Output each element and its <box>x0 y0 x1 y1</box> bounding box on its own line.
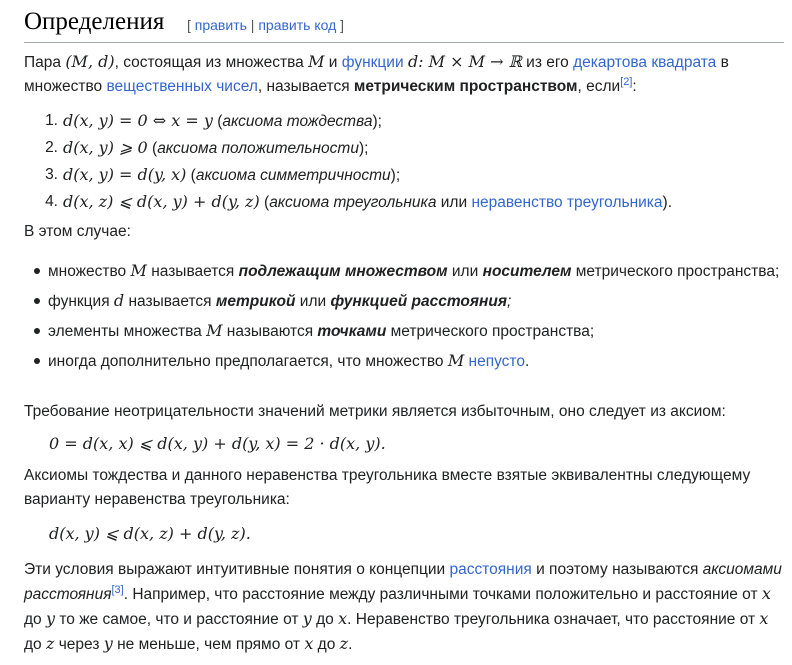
paren: ). <box>662 194 672 211</box>
list-item <box>24 162 784 189</box>
bullet-text: множество <box>48 263 131 280</box>
math-var: x <box>304 634 314 653</box>
bullet-text: называется <box>124 293 216 310</box>
axiom-name: аксиома симметричности <box>195 167 391 184</box>
edit-bracket-open: [ <box>187 17 191 33</box>
intro-text: , состоящая из множества <box>114 54 309 71</box>
final-text: Эти условия выражают интуитивные понятия о концепции <box>24 561 450 578</box>
definitions-bullets <box>24 258 784 378</box>
formula-triangle <box>24 519 792 550</box>
math-set: M <box>447 351 465 370</box>
paren: ( <box>186 167 196 184</box>
axiom-name: аксиома положительности <box>157 140 359 157</box>
intro-text: : <box>632 78 637 95</box>
bold-term: метрическим пространством <box>353 78 578 95</box>
term-carrier: носителем <box>482 263 572 280</box>
list-item <box>24 135 784 162</box>
math-var: y <box>45 609 56 628</box>
intro-text: Пара <box>24 54 66 71</box>
math-pair: (M, d) <box>65 52 115 71</box>
axiom-name: аксиома треугольника <box>269 194 437 211</box>
paren: ( <box>212 113 223 130</box>
final-text: . Например, что расстояние между различными точками положительно и расстояние от <box>123 586 762 603</box>
final-text: . Неравенство треугольника означает, что расстояние от <box>347 611 760 628</box>
math-var: y <box>302 609 312 628</box>
bullet-text: или <box>447 263 483 280</box>
final-text: и поэтому называются <box>531 561 703 578</box>
list-item <box>24 348 784 374</box>
edit-section-links <box>187 17 344 33</box>
final-text: до <box>24 611 46 628</box>
paren: ( <box>147 140 158 157</box>
list-item <box>24 189 784 216</box>
formula-text: 0 = d(x, x) ⩽ d(x, y) + d(y, x) = 2 · d(x, y). <box>49 434 386 453</box>
final-text: то же самое, что и расстояние от <box>55 611 303 628</box>
final-text: . <box>348 636 353 653</box>
final-text: через <box>54 636 104 653</box>
edit-code-link[interactable]: править код <box>258 17 337 33</box>
bullet-text: метрического пространства; <box>386 323 595 340</box>
reference-3[interactable]: [3] <box>111 583 124 596</box>
bullet-dot <box>34 328 40 334</box>
item-number: 1. <box>45 112 58 129</box>
math-set: M <box>206 321 223 340</box>
intro-text: в множество <box>24 54 729 95</box>
paren: ( <box>259 194 270 211</box>
bullet-text: или <box>295 293 331 310</box>
final-text: до <box>311 611 339 628</box>
term-distance-axioms: аксиомами расстояния <box>24 561 782 603</box>
axiom-text: или <box>436 194 472 211</box>
cartesian-square-link[interactable]: декартова квадрата <box>573 54 717 71</box>
intro-text: , называется <box>257 78 354 95</box>
axioms-list <box>24 108 784 216</box>
intro-text: и <box>324 54 342 71</box>
math-var: z <box>45 634 55 653</box>
bullet-text: иногда дополнительно предполагается, что множество <box>48 353 448 370</box>
nonneg-paragraph <box>24 400 784 424</box>
term-distance-function: функцией расстояния <box>330 293 507 310</box>
list-item <box>24 258 784 284</box>
list-item <box>24 108 784 135</box>
math-set: M <box>308 52 325 71</box>
term-points: точками <box>317 323 387 340</box>
math-var: x <box>338 609 348 628</box>
math-mapping: d: M × M → ℝ <box>407 52 522 71</box>
math-var: x <box>761 584 771 603</box>
bullet-text: . <box>524 353 530 370</box>
math-var: x <box>759 609 769 628</box>
math-metric: d <box>113 291 125 310</box>
item-number: 2. <box>45 139 58 156</box>
article-section <box>24 8 784 653</box>
final-text: до <box>24 636 46 653</box>
reference-2[interactable]: [2] <box>620 75 633 88</box>
bullet-dot <box>34 268 40 274</box>
list-item <box>24 318 784 344</box>
bullet-text: метрического пространства; <box>571 263 780 280</box>
paren: ); <box>358 140 369 157</box>
list-item <box>24 288 784 314</box>
case-text: В этом случае: <box>24 223 131 240</box>
formula-text: d(x, y) ⩽ d(x, z) + d(y, z). <box>49 524 251 543</box>
nonneg-text: Требование неотрицательности значений метрики является избыточным, оно следует из аксиом: <box>24 403 726 420</box>
equiv-paragraph <box>24 464 784 512</box>
edit-bracket-close: ] <box>340 17 345 33</box>
bullet-text: функция <box>48 293 114 310</box>
section-heading <box>24 8 784 43</box>
distance-link[interactable]: расстояния <box>449 561 532 578</box>
bullet-dot <box>34 358 40 364</box>
intro-text: из его <box>521 54 574 71</box>
axiom-formula: d(x, y) = d(y, x) <box>63 165 187 184</box>
bullet-text: ; <box>507 293 512 310</box>
math-var: z <box>339 634 349 653</box>
axiom-formula: d(x, y) = 0 ⇔ x = y <box>63 111 213 130</box>
final-paragraph <box>24 558 784 657</box>
real-numbers-link[interactable]: вещественных чисел <box>106 78 258 95</box>
function-link[interactable]: функции <box>341 54 404 71</box>
math-var: y <box>103 634 113 653</box>
item-number: 4. <box>45 193 58 210</box>
bullet-text: элементы множества <box>48 323 207 340</box>
intro-text: , если <box>577 78 621 95</box>
case-paragraph <box>24 220 784 244</box>
term-metric: метрикой <box>215 293 296 310</box>
bullet-text: называется <box>146 263 239 280</box>
final-text: не меньше, чем прямо от <box>112 636 305 653</box>
math-set: M <box>130 261 147 280</box>
axiom-name: аксиома тождества <box>222 113 373 130</box>
triangle-inequality-link[interactable]: неравенство треугольника <box>471 194 663 211</box>
edit-separator: | <box>250 17 255 33</box>
equiv-text: Аксиомы тождества и данного неравенства треугольника вместе взятые эквивалентны следующему варианту неравенства треугольника: <box>24 467 751 508</box>
axiom-formula: d(x, y) ⩾ 0 <box>63 138 148 157</box>
formula-nonneg <box>24 429 792 460</box>
final-text: до <box>313 636 340 653</box>
item-number: 3. <box>45 166 58 183</box>
edit-link[interactable]: править <box>194 17 247 33</box>
bullet-dot <box>34 298 40 304</box>
term-underlying-set: подлежащим множеством <box>238 263 448 280</box>
axiom-formula: d(x, z) ⩽ d(x, y) + d(y, z) <box>63 192 260 211</box>
section-title: Определения <box>24 8 165 35</box>
paren: ); <box>372 113 382 130</box>
nonempty-link[interactable]: непусто <box>468 353 525 370</box>
bullet-text: называются <box>222 323 318 340</box>
intro-paragraph <box>24 50 784 99</box>
paren: ); <box>390 167 401 184</box>
